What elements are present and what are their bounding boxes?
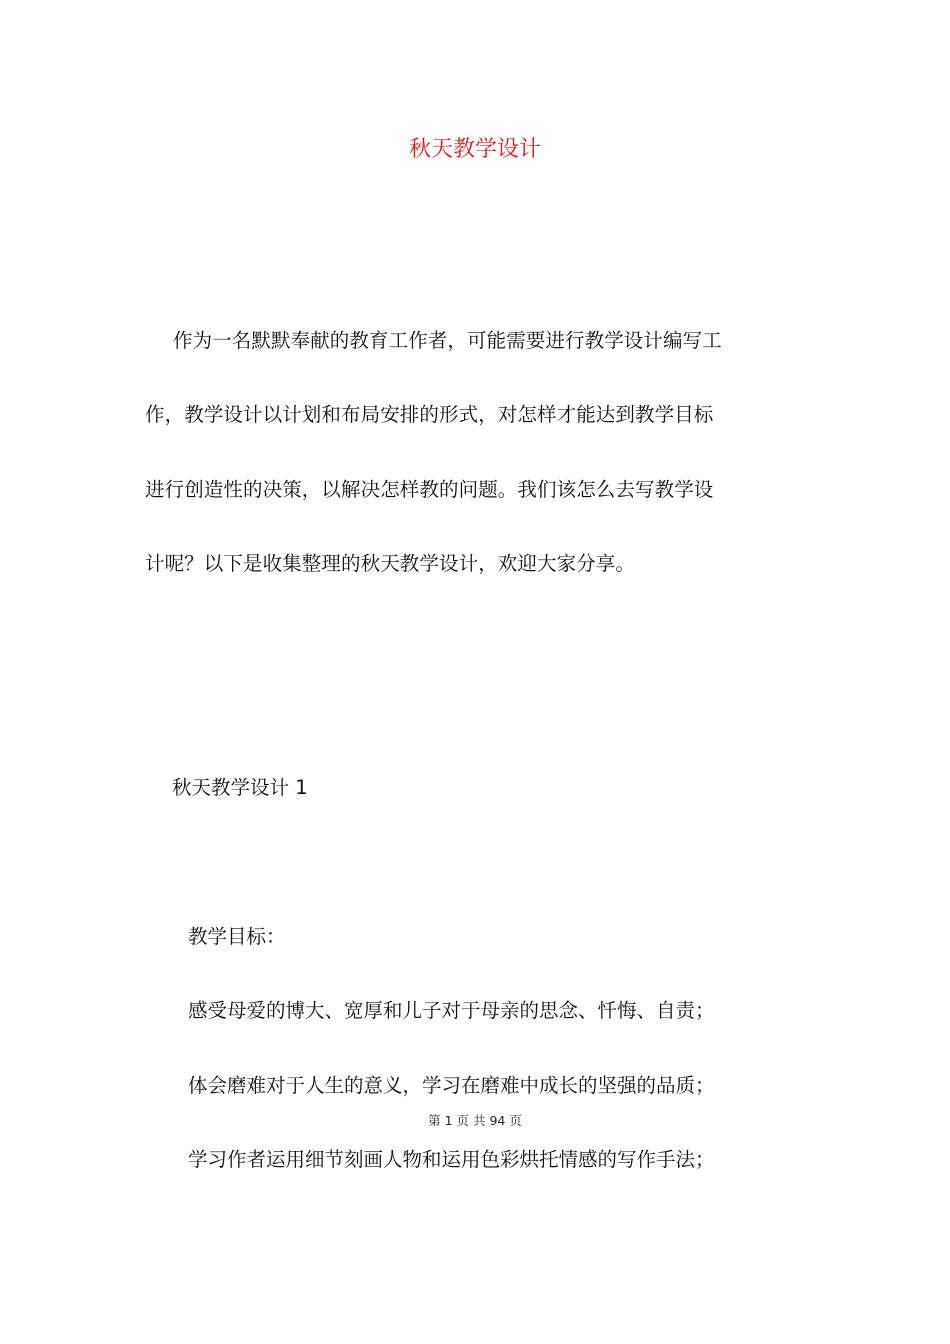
section-heading: 秋天教学设计 1 [172, 776, 308, 799]
intro-line-4: 计呢？以下是收集整理的秋天教学设计，欢迎大家分享。 [145, 552, 636, 575]
intro-line-2: 作，教学设计以计划和布局安排的形式，对怎样才能达到教学目标 [145, 403, 714, 426]
intro-line-3: 进行创造性的决策，以解决怎样教的问题。我们该怎么去写教学设 [145, 478, 714, 501]
page-footer: 第 1 页 共 94 页 [428, 1113, 522, 1128]
document-title: 秋天教学设计 [408, 137, 541, 162]
intro-line-1: 作为一名默默奉献的教育工作者，可能需要进行教学设计编写工 [173, 329, 722, 352]
objective-item-3: 学习作者运用细节刻画人物和运用色彩烘托情感的写作手法； [188, 1148, 715, 1171]
objective-item-2: 体会磨难对于人生的意义，学习在磨难中成长的坚强的品质； [188, 1074, 715, 1097]
objectives-label: 教学目标： [188, 925, 286, 948]
objective-item-1: 感受母爱的博大、宽厚和儿子对于母亲的思念、忏悔、自责； [188, 999, 715, 1022]
